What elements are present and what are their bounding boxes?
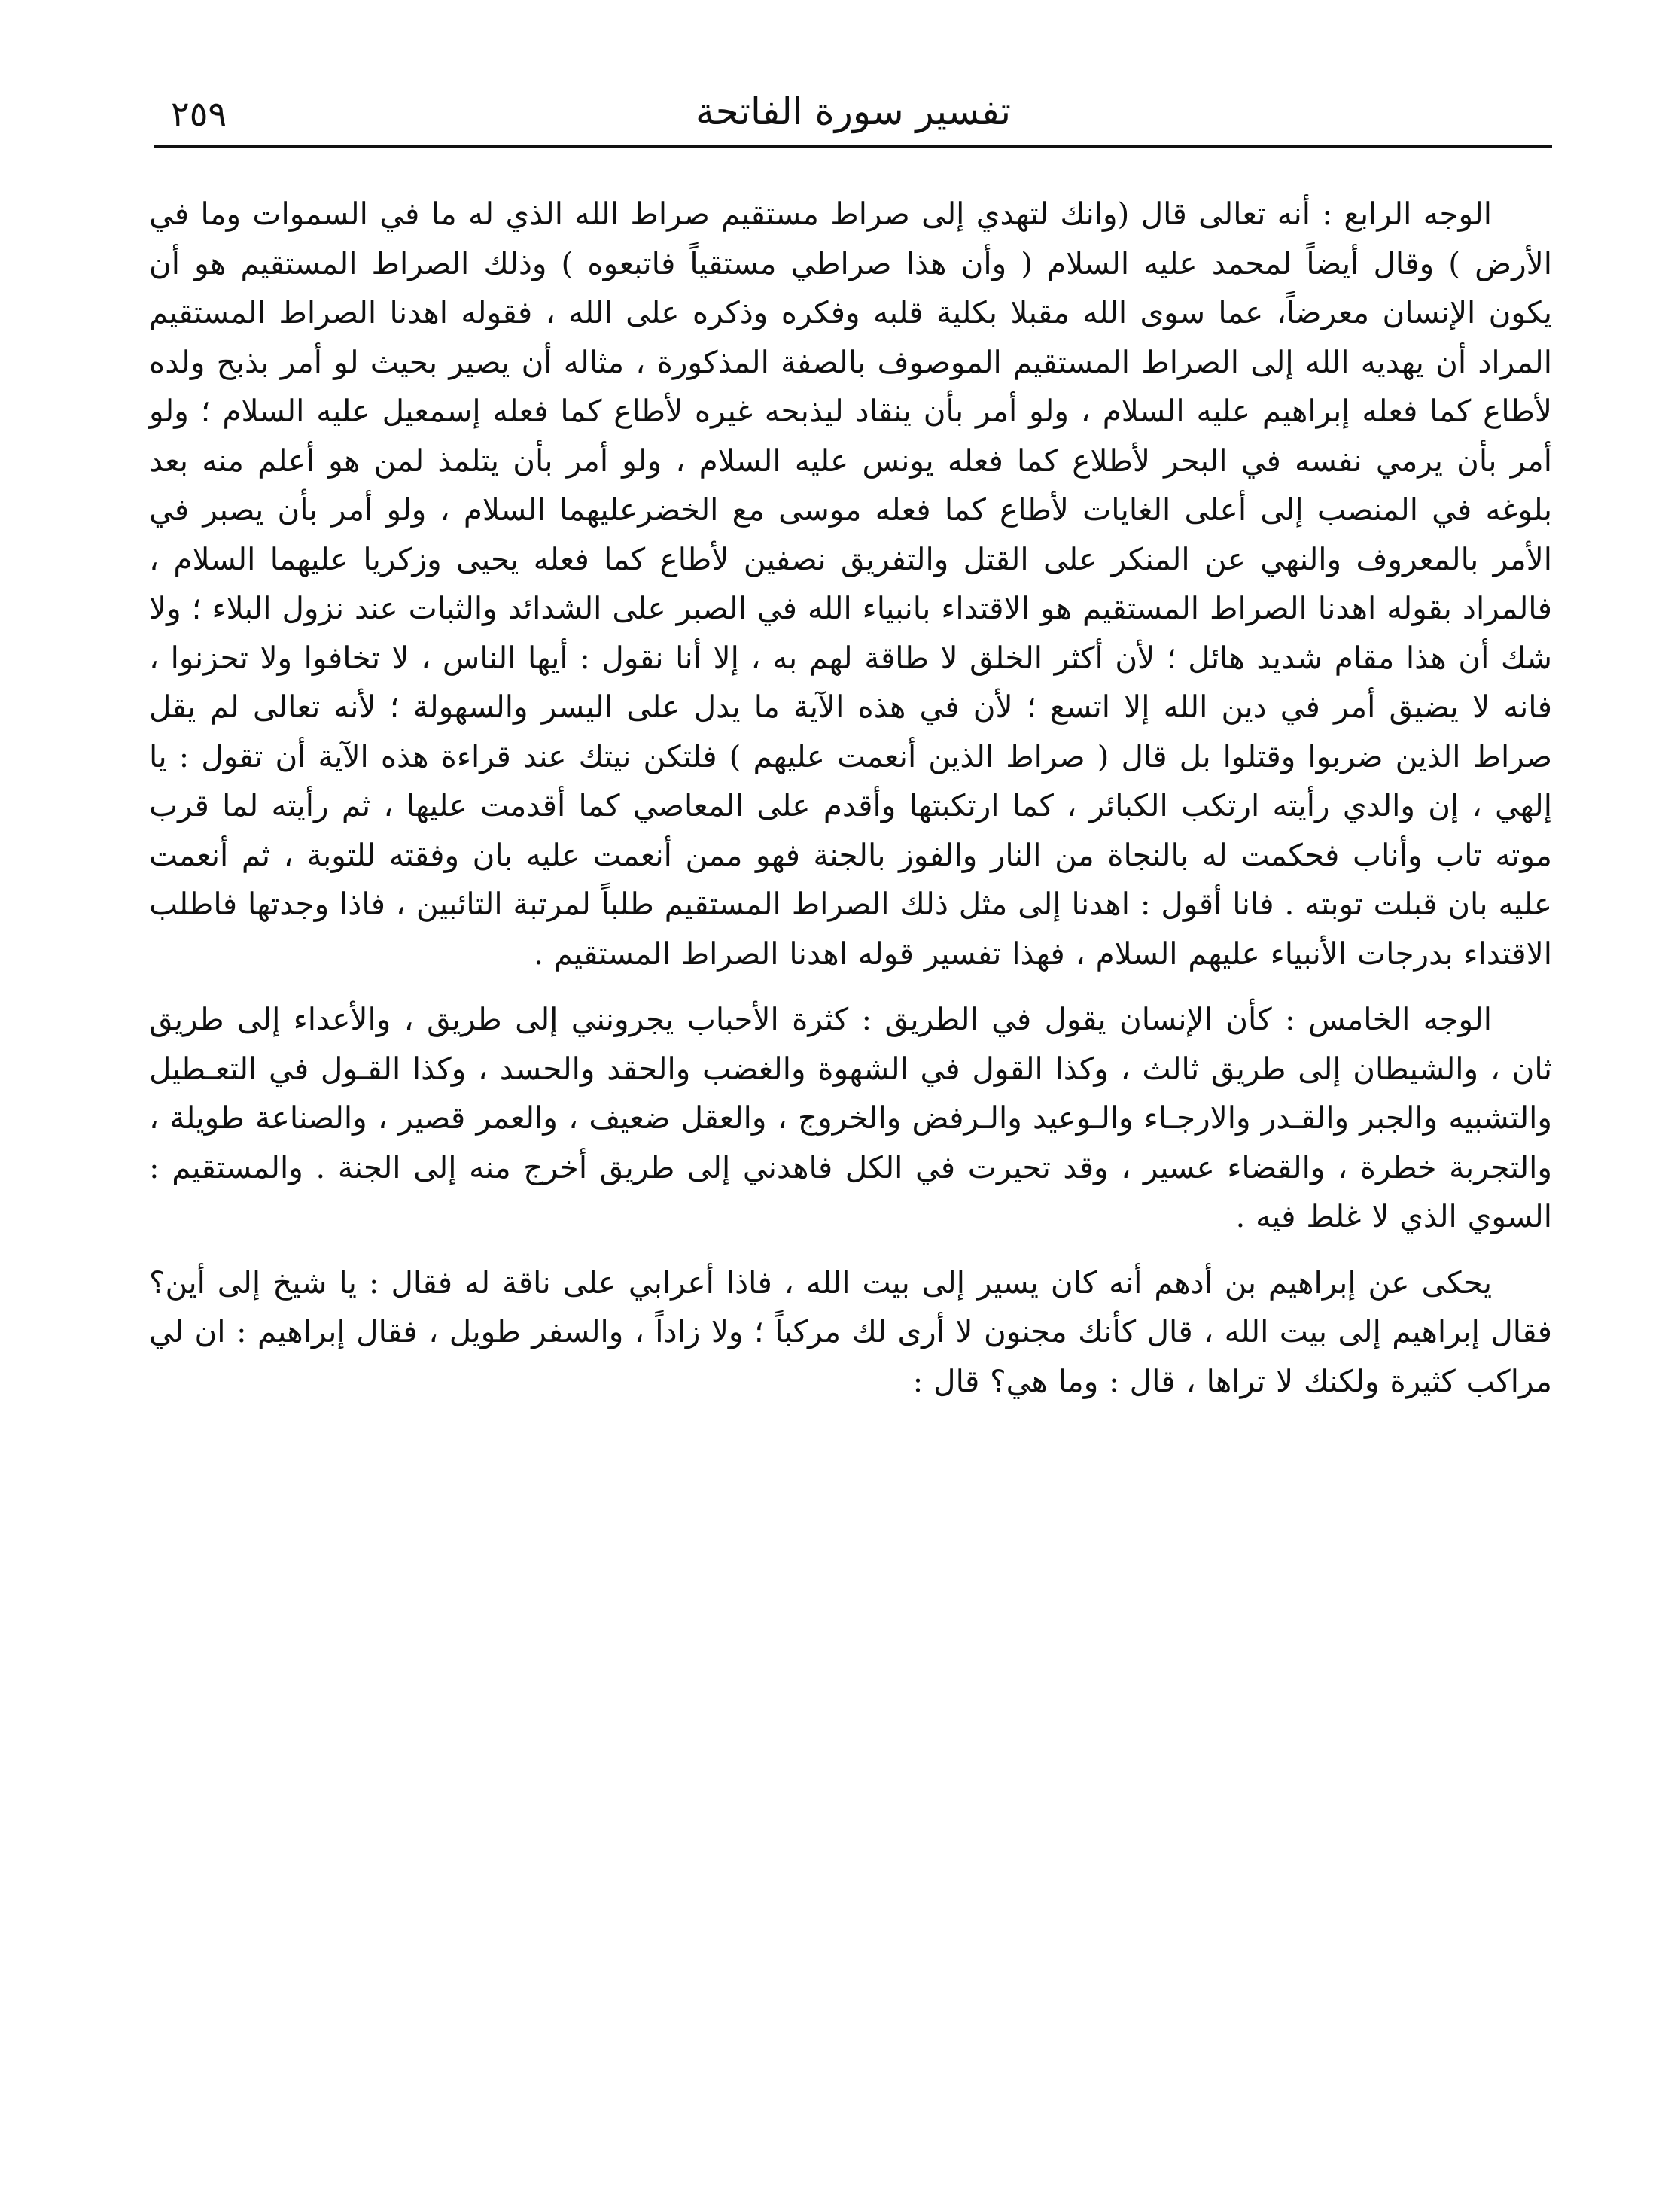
page-body (149, 190, 1552, 1422)
page-title: تفسير سورة الفاتحة (696, 90, 1011, 133)
paragraph-fifth-aspect: الوجه الخامس : كأن الإنسان يقول في الطريق : كثرة الأحباب يجرونني إلى طريق ، والأعداء إلى طريق ثان ، والشيطان إلى طريق ثالث ، وكذا القول في الشهوة والغضب والحقد والحسد ، وكذا القـول في التعـطيل والتشبيه والجبر والقـدر والارجـاء والـوعيد والـرفض والخروج ، والعقل ضعيف ، والعمر قصير ، والصناعة طويلة ، والتجربة خطرة ، والقضاء عسير ، وقد تحيرت في الكل فاهدني إلى طريق أخرج منه إلى الجنة . والمستقيم : السوي الذي لا غلط فيه . (149, 1001, 1552, 1234)
page-number: ٢٥٩ (171, 93, 227, 134)
paragraph-ibrahim-story: يحكى عن إبراهيم بن أدهم أنه كان يسير إلى بيت الله ، فاذا أعرابي على ناقة له فقال : يا شيخ إلى أين؟ فقال إبراهيم إلى بيت الله ، قال كأنك مجنون لا أرى لك مركباً ؛ ولا زاداً ، والسفر طويل ، فقال إبراهيم : ان لي مراكب كثيرة ولكنك لا تراها ، قال : وما هي؟ قال : (149, 1264, 1552, 1399)
paragraph-fourth-aspect: الوجه الرابع : أنه تعالى قال (وانك لتهدي إلى صراط مستقيم صراط الله الذي له ما في السموات وما في الأرض ) وقال أيضاً لمحمد عليه السلام ( وأن هذا صراطي مستقياً فاتبعوه ) وذلك الصراط المستقيم هو أن يكون الإنسان معرضاً، عما سوى الله مقبلا بكلية قلبه وفكره وذكره على الله ، فقوله اهدنا الصراط المستقيم المراد أن يهديه الله إلى الصراط المستقيم الموصوف بالصفة المذكورة ، مثاله أن يصير بحيث لو أمر بذبح ولده لأطاع كما فعله إبراهيم عليه السلام ، ولو أمر بأن ينقاد ليذبحه غيره لأطاع كما فعله إسمعيل عليه السلام ؛ ولو أمر بأن يرمي نفسه في البحر لأطلاع كما فعله يونس عليه السلام ، ولو أمر بأن يتلمذ لمن هو أعلم منه بعد بلوغه في المنصب إلى أعلى الغايات لأطاع كما فعله موسى مع الخضرعليهما السلام ، ولو أمر بأن يصبر في الأمر بالمعروف والنهي عن المنكر على القتل والتفريق نصفين لأطاع كما فعله يحيى وزكريا عليهما السلام ، فالمراد بقوله اهدنا الصراط المستقيم هو الاقتداء بانبياء الله في الصبر على الشدائد والثبات عند نزول البلاء ؛ ولا شك أن هذا مقام شديد هائل ؛ لأن أكثر الخلق لا طاقة لهم به ، إلا أنا نقول : أيها الناس ، لا تخافوا ولا تحزنوا ، فانه لا يضيق أمر في دين الله إلا اتسع ؛ لأن في هذه الآية ما يدل على اليسر والسهولة ؛ لأنه تعالى لم يقل صراط الذين ضربوا وقتلوا بل قال ( صراط الذين أنعمت عليهم ) فلتكن نيتك عند قراءة هذه الآية أن تقول : يا إلهي ، إن والدي رأيته ارتكب الكبائر ، كما ارتكبتها وأقدم على المعاصي كما أقدمت عليها ، ثم رأيته لما قرب موته تاب وأناب فحكمت له بالنجاة من النار والفوز بالجنة فهو ممن أنعمت عليه بان وفقته للتوبة ، ثم أنعمت عليه بان قبلت توبته . فانا أقول : اهدنا إلى مثل ذلك الصراط المستقيم طلباً لمرتبة التائبين ، فاذا وجدتها فاطلب الاقتداء بدرجات الأنبياء عليهم السلام ، فهذا تفسير قوله اهدنا الصراط المستقيم . (149, 196, 1552, 972)
page-header (154, 79, 1552, 148)
